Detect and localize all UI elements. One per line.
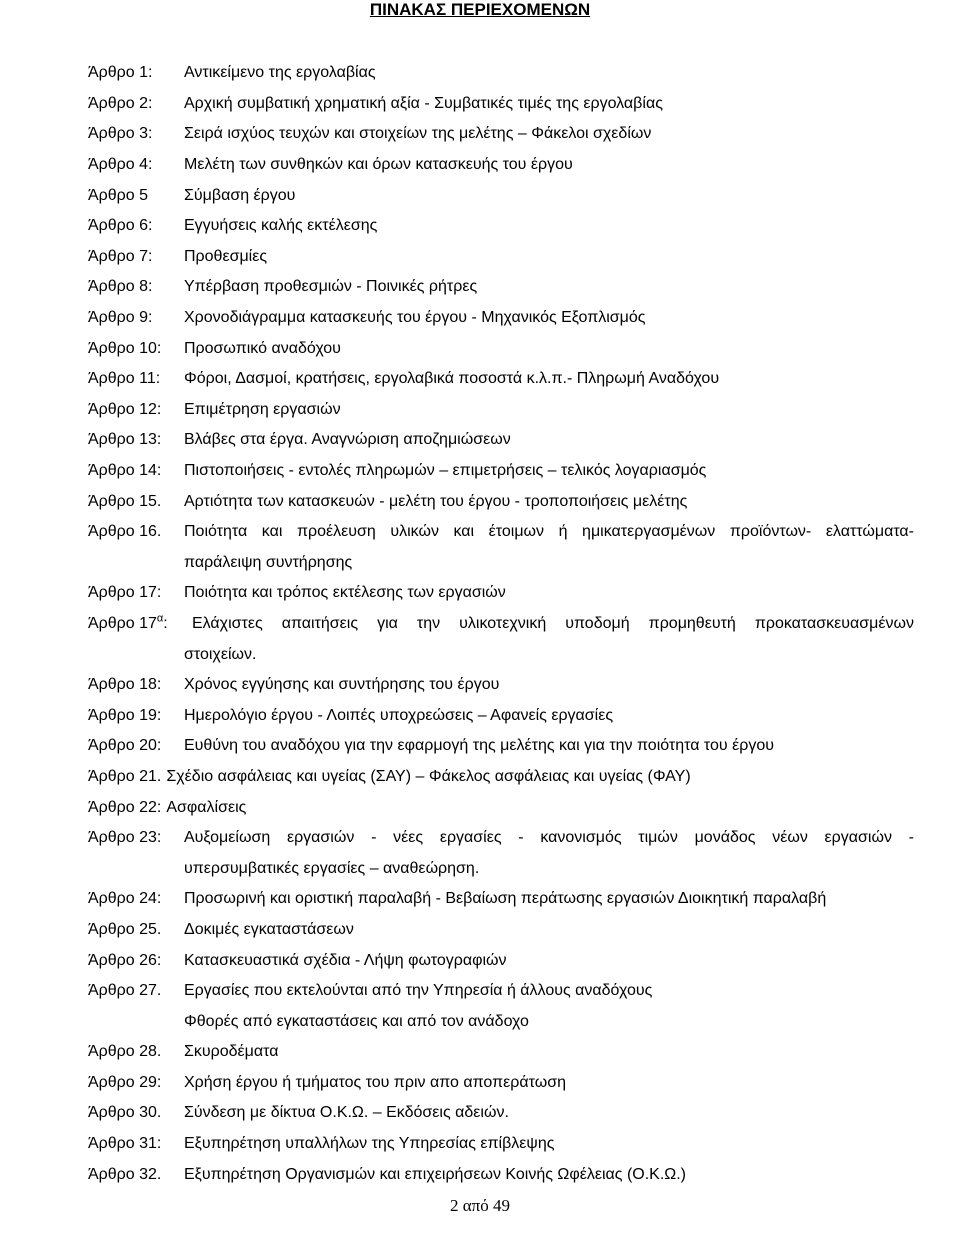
toc-entry-16: [88, 517, 914, 548]
article-label: Άρθρο 28.: [88, 1043, 162, 1061]
article-label: Άρθρο 25.: [88, 920, 162, 938]
article-title: Κατασκευαστικά σχέδια - Λήψη φωτογραφιών: [184, 951, 507, 969]
toc-entry-21: [88, 762, 914, 793]
article-title: Υπέρβαση προθεσμιών - Ποινικές ρήτρες: [184, 278, 478, 296]
article-label: Άρθρο 12:: [88, 400, 162, 418]
toc-entry-24: [88, 884, 914, 915]
toc-entry-26: [88, 945, 914, 976]
article-label: Άρθρο 29:: [88, 1073, 162, 1091]
article-title: Εγγυήσεις καλής εκτέλεσης: [184, 217, 378, 235]
article-title-continued: Φθορές από εγκαταστάσεις και από τον ανάδοχο: [184, 1012, 529, 1030]
toc-entry-23: [88, 823, 914, 854]
toc-entry-13: [88, 425, 914, 456]
toc-entry-23-continued: [88, 853, 914, 884]
article-title: Εξυπηρέτηση Οργανισμών και επιχειρήσεων Κοινής Ωφέλειας (Ο.Κ.Ω.): [184, 1165, 687, 1183]
toc-entry-15: [88, 486, 914, 517]
article-title: Χρήση έργου ή τμήματος του πριν απο αποπεράτωση: [184, 1073, 566, 1091]
article-title: Προσωρινή και οριστική παραλαβή - Βεβαίωση περάτωσης εργασιών Διοικητική παραλαβή: [184, 890, 827, 908]
toc-entry-19: [88, 700, 914, 731]
toc-entry-8: [88, 272, 914, 303]
toc-entry-28: [88, 1037, 914, 1068]
article-title: Σκυροδέματα: [184, 1043, 279, 1061]
toc-entry-3: [88, 119, 914, 150]
toc-entry-9: [88, 303, 914, 334]
article-label: Άρθρο 9:: [88, 309, 153, 327]
article-title-continued: υπερσυμβατικές εργασίες – αναθεώρηση.: [184, 859, 480, 877]
article-label: Άρθρο 13:: [88, 431, 162, 449]
article-label: Άρθρο 2:: [88, 94, 153, 112]
article-title: Σύνδεση με δίκτυα Ο.Κ.Ω. – Εκδόσεις αδειών.: [184, 1104, 509, 1122]
article-title: Ελάχιστες απαιτήσεις για την υλικοτεχνική υποδομή προμηθευτή προκατασκευασμένων: [192, 614, 914, 632]
article-label: Άρθρο 7:: [88, 247, 153, 265]
article-title: Σχέδιο ασφάλειας και υγείας (ΣΑΥ) – Φάκελος ασφάλειας και υγείας (ΦΑΥ): [166, 767, 691, 785]
toc-entry-32: [88, 1159, 914, 1190]
page-title: ΠΙΝΑΚΑΣ ΠΕΡΙΕΧΟΜΕΝΩΝ: [369, 0, 591, 19]
toc-entry-25: [88, 915, 914, 946]
article-title: Ποιότητα και τρόπος εκτέλεσης των εργασιών: [184, 584, 506, 602]
toc-entry-17a-continued: [88, 639, 914, 670]
article-label: Άρθρο 19:: [88, 706, 162, 724]
article-title: Εξυπηρέτηση υπαλλήλων της Υπηρεσίας επίβλεψης: [184, 1135, 555, 1153]
toc-entry-11: [88, 364, 914, 395]
article-title: Εργασίες που εκτελούνται από την Υπηρεσία ή άλλους αναδόχους: [184, 982, 653, 1000]
toc-entry-14: [88, 456, 914, 487]
toc-entry-12: [88, 395, 914, 426]
article-label: Άρθρο 27.: [88, 982, 162, 1000]
article-title: Βλάβες στα έργα. Αναγνώριση αποζημιώσεων: [184, 431, 511, 449]
article-title-continued: παράλειψη συντήρησης: [184, 553, 353, 571]
article-label: Άρθρο 26:: [88, 951, 162, 969]
article-label-superscript: α: [156, 612, 164, 625]
article-label-number: Άρθρο 17: [88, 614, 157, 632]
toc-entry-27-continued: [88, 1006, 914, 1037]
article-title: Ευθύνη του αναδόχου για την εφαρμογή της μελέτης και για την ποιότητα του έργου: [184, 737, 774, 755]
article-label: Άρθρο 6:: [88, 217, 153, 235]
article-label: Άρθρο 24:: [88, 890, 162, 908]
article-label: Άρθρο 16.: [88, 523, 162, 541]
article-label: Άρθρο 18:: [88, 676, 162, 694]
article-label: Άρθρο 3:: [88, 125, 153, 143]
toc-entry-16-continued: [88, 548, 914, 579]
table-of-contents: [88, 58, 914, 1190]
article-title: Ημερολόγιο έργου - Λοιπές υποχρεώσεις – Αφανείς εργασίες: [184, 706, 614, 724]
article-label: Άρθρο 4:: [88, 156, 153, 174]
article-label: Άρθρο 21.: [88, 767, 162, 785]
article-title: Δοκιμές εγκαταστάσεων: [184, 920, 354, 938]
article-label: Άρθρο 32.: [88, 1165, 162, 1183]
article-title: Ασφαλίσεις: [166, 798, 247, 816]
article-label: Άρθρο 30.: [88, 1104, 162, 1122]
toc-entry-22: [88, 792, 914, 823]
article-title: Αρτιότητα των κατασκευών - μελέτη του έργου - τροποποιήσεις μελέτης: [184, 492, 688, 510]
toc-entry-10: [88, 333, 914, 364]
article-label: Άρθρο 31:: [88, 1135, 162, 1153]
toc-entry-17a: [88, 609, 914, 640]
article-title: Μελέτη των συνθηκών και όρων κατασκευής του έργου: [184, 156, 573, 174]
toc-entry-31: [88, 1129, 914, 1160]
article-label: Άρθρο 23:: [88, 829, 162, 847]
toc-entry-20: [88, 731, 914, 762]
toc-entry-4: [88, 150, 914, 181]
article-title: Ποιότητα και προέλευση υλικών και έτοιμων ή ημικατεργασμένων προϊόντων- ελαττώματα-: [184, 523, 914, 541]
article-title: Επιμέτρηση εργασιών: [184, 400, 341, 418]
article-label-colon: :: [163, 614, 168, 632]
article-label: Άρθρο 15.: [88, 492, 162, 510]
page-number: 2 από 49: [450, 1196, 510, 1215]
article-label: Άρθρο 1:: [88, 64, 153, 82]
article-title: Προσωπικό αναδόχου: [184, 339, 341, 357]
article-label: Άρθρο 5: [88, 186, 149, 204]
toc-entry-1: [88, 58, 914, 89]
article-title: Σύμβαση έργου: [184, 186, 296, 204]
article-title: Φόροι, Δασμοί, κρατήσεις, εργολαβικά ποσοστά κ.λ.π.- Πληρωμή Αναδόχου: [184, 370, 720, 388]
toc-entry-7: [88, 242, 914, 273]
toc-entry-17: [88, 578, 914, 609]
article-title: Αρχική συμβατική χρηματική αξία - Συμβατικές τιμές της εργολαβίας: [184, 94, 663, 112]
article-title: Σειρά ισχύος τευχών και στοιχείων της μελέτης – Φάκελοι σχεδίων: [184, 125, 652, 143]
article-title: Πιστοποιήσεις - εντολές πληρωμών – επιμετρήσεις – τελικός λογαριασμός: [184, 462, 707, 480]
article-label: Άρθρο 11:: [88, 370, 161, 388]
toc-entry-6: [88, 211, 914, 242]
toc-entry-29: [88, 1068, 914, 1099]
toc-entry-30: [88, 1098, 914, 1129]
article-label: Άρθρο 22:: [88, 798, 162, 816]
article-label: Άρθρο 17:: [88, 584, 162, 602]
toc-entry-5: [88, 180, 914, 211]
toc-entry-27: [88, 976, 914, 1007]
toc-entry-2: [88, 89, 914, 120]
toc-entry-18: [88, 670, 914, 701]
article-label: Άρθρο 14:: [88, 462, 162, 480]
article-title: Χρόνος εγγύησης και συντήρησης του έργου: [184, 676, 500, 694]
article-title: Χρονοδιάγραμμα κατασκευής του έργου - Μηχανικός Εξοπλισμός: [184, 309, 646, 327]
article-title: Προθεσμίες: [184, 247, 268, 265]
article-title: Αυξομείωση εργασιών - νέες εργασίες - κανονισμός τιμών μονάδος νέων εργασιών -: [184, 829, 914, 847]
article-label: Άρθρο 8:: [88, 278, 153, 296]
article-label: [88, 612, 192, 633]
article-title: Αντικείμενο της εργολαβίας: [184, 64, 376, 82]
article-label: Άρθρο 20:: [88, 737, 162, 755]
article-label: Άρθρο 10:: [88, 339, 162, 357]
article-title-continued: στοιχείων.: [184, 645, 257, 663]
